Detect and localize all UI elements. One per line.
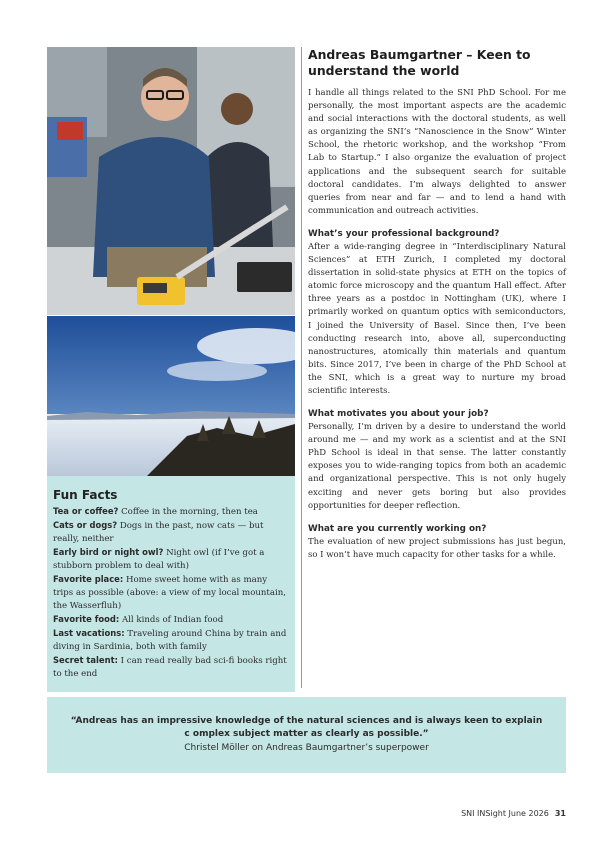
quote-box: [47, 697, 566, 773]
lab-photo: [47, 47, 295, 315]
article-headline: Andreas Baumgartner – Keen to understand the world: [308, 47, 531, 78]
quote-text: “Andreas has an impressive knowledge of the natural sciences and is always keen to explain c omplex subject matter as clearly as possible.”: [70, 716, 543, 739]
fun-fact-secret-talent: Secret talent: I can read really bad sci-fi books right to the end: [53, 655, 287, 679]
publication-name: SNI INSight June 2026: [461, 809, 549, 818]
fun-fact-favorite-place: Favorite place: Home sweet home with as many trips as possible (above: a view of my local mountain, the Wasserfluh): [53, 574, 287, 611]
article-column: [308, 47, 566, 572]
article-intro: I handle all things related to the SNI PhD School. For me personally, the most important aspects are the academic and social interactions with the doctoral students, as well as organizing the SNI’s “Nanoscience in the Snow” Winter School, the rhetoric workshop, and the workshop “From Lab to Startup.” I also organize the evaluation of project applications and the subsequent search for suitable doctoral candidates. I’m always delighted to answer queries from near and far — and to lend a hand with communication and outreach activities.: [308, 88, 566, 216]
column-divider: [301, 47, 302, 688]
answer-motivation: Personally, I’m driven by a desire to understand the world around me — and my work as a scientist and at the SNI PhD School is ideal in that sense. The latter constantly exposes you to wide-ranging topics from both an academic and organizational perspective. This is not only hugely exciting and never gets boring but also provides opportunities for deeper reflection.: [308, 422, 566, 511]
question-professional-background: What’s your professional background?: [308, 228, 500, 239]
quote-attribution: Christel Möller on Andreas Baumgartner’s superpower: [184, 743, 429, 753]
fun-fact-favorite-food: Favorite food: All kinds of Indian food: [53, 614, 224, 625]
page-footer: [461, 809, 566, 818]
page-number: 31: [554, 809, 566, 818]
lab-photo-illustration: [47, 47, 295, 315]
fun-fact-early-bird: Early bird or night owl? Night owl (if I’ve got a stubborn problem to deal with): [53, 547, 265, 571]
fun-facts-box: [47, 476, 295, 692]
question-motivation: What motivates you about your job?: [308, 409, 489, 420]
question-current-work: What are you currently working on?: [308, 523, 487, 534]
mountain-view-photo: [47, 316, 295, 476]
fun-facts-title: Fun Facts: [53, 488, 118, 502]
fun-fact-tea-or-coffee: Tea or coffee? Coffee in the morning, then tea: [53, 506, 258, 517]
fun-fact-last-vacations: Last vacations: Traveling around China by train and diving in Sardinia, both with family: [53, 628, 287, 652]
answer-current-work: The evaluation of new project submissions has just begun, so I won’t have much capacity for other tasks for a while.: [308, 536, 566, 560]
fun-fact-cats-or-dogs: Cats or dogs? Dogs in the past, now cats — but really, neither: [53, 520, 264, 544]
answer-professional-background: After a wide-ranging degree in “Interdisciplinary Natural Sciences” at ETH Zurich, I completed my doctoral dissertation in solid-state physics at ETH on the topics of atomic force microscopy and the quantum Hall effect. After three years as a postdoc in Nottingham (UK), where I primarily worked on quantum optics with semiconductors, I joined the University of Basel. Since then, I’ve been conducting research into, above all, superconducting nanostructures, atomically thin materials and quantum bits. Since 2017, I’ve been in charge of the PhD School at the SNI, which is a great way to nurture my broad scientific interests.: [308, 241, 566, 396]
mountain-view-illustration: [47, 316, 295, 476]
